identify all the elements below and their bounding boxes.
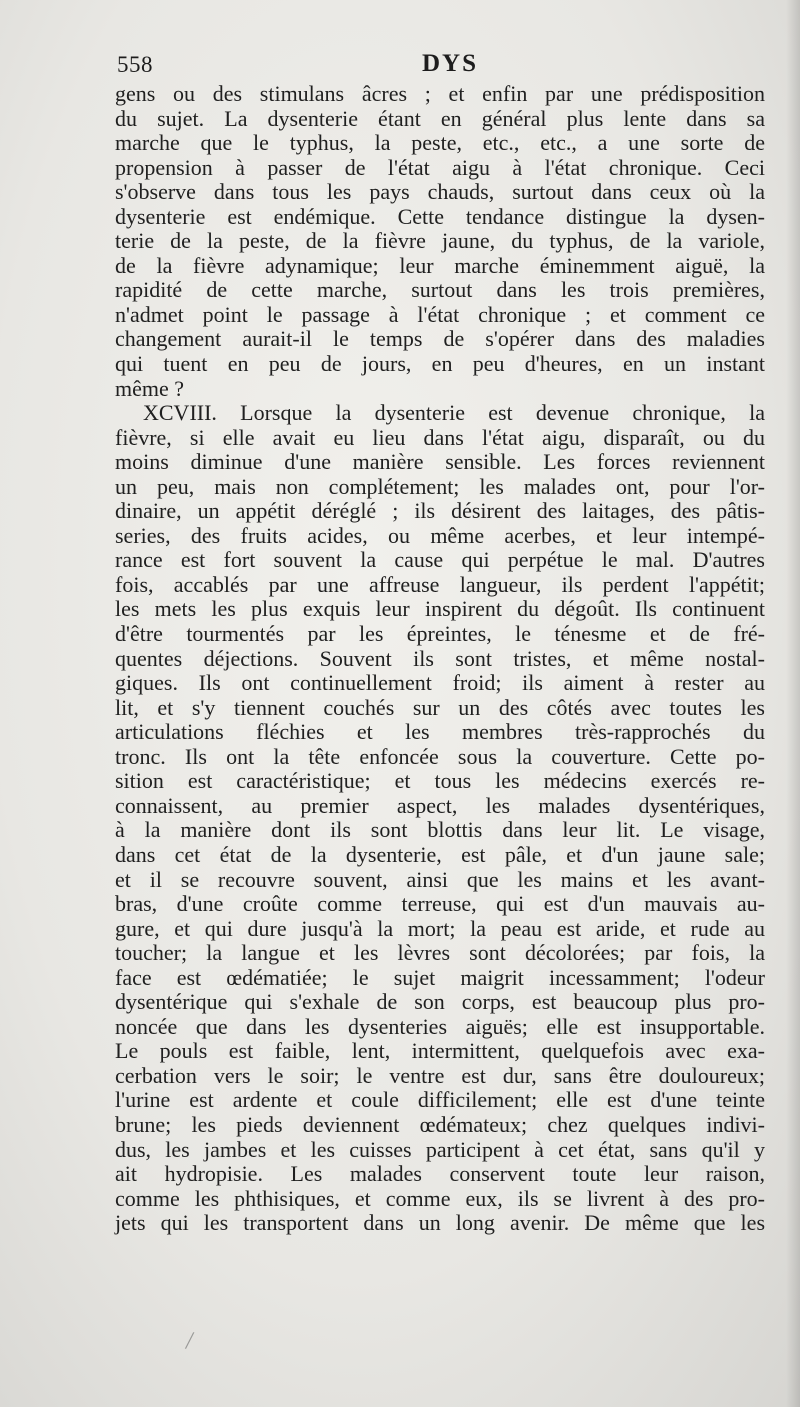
text-line: qui tuent en peu de jours, en peu d'heures, en un instant: [115, 351, 765, 377]
text-line: dysenterie est endémique. Cette tendance distingue la dysen-: [115, 203, 765, 229]
text-line: changement aurait-il le temps de s'opérer dans des maladies: [115, 326, 765, 352]
body-text: [115, 82, 765, 1236]
text-line: marche que le typhus, la peste, etc., etc., a une sorte de: [115, 130, 765, 156]
text-line: moins diminue d'une manière sensible. Les forces reviennent: [115, 449, 765, 475]
text-line: tronc. Ils ont la tête enfoncée sous la couverture. Cette po-: [115, 743, 765, 769]
text-line: terie de la peste, de la fièvre jaune, du typhus, de la variole,: [115, 228, 765, 254]
text-line: de la fièvre adynamique; leur marche éminemment aiguë, la: [115, 252, 765, 278]
text-line: même ?: [115, 375, 185, 401]
text-line: series, des fruits acides, ou même acerbes, et leur intempé-: [115, 522, 765, 548]
text-line: dinaire, un appétit déréglé ; ils désirent des laitages, des pâtis-: [115, 498, 765, 524]
text-line: l'urine est ardente et coule difficilement; elle est d'une teinte: [115, 1087, 765, 1113]
text-line: fièvre, si elle avait eu lieu dans l'état aigu, disparaît, ou du: [115, 424, 765, 450]
text-line: connaissent, au premier aspect, les malades dysentériques,: [115, 792, 765, 818]
text-line: sition est caractéristique; et tous les médecins exercés re-: [115, 768, 765, 794]
text-line: rance est fort souvent la cause qui perpétue le mal. D'autres: [115, 547, 765, 573]
text-line: Le pouls est faible, lent, intermittent, quelquefois avec exa-: [115, 1038, 765, 1064]
text-line: jets qui les transportent dans un long avenir. De même que les: [115, 1210, 765, 1236]
text-line: n'admet point le passage à l'état chronique ; et comment ce: [115, 301, 765, 327]
text-line: dus, les jambes et les cuisses participent à cet état, sans qu'il y: [115, 1136, 765, 1162]
text-line: brune; les pieds deviennent œdémateux; chez quelques indivi-: [115, 1111, 765, 1137]
text-line: les mets les plus exquis leur inspirent du dégoût. Ils continuent: [115, 596, 765, 622]
text-line: noncée que dans les dysenteries aiguës; elle est insupportable.: [115, 1013, 765, 1039]
text-line: gens ou des stimulans âcres ; et enfin par une prédisposition: [115, 81, 765, 106]
text-line: propension à passer de l'état aigu à l'état chronique. Ceci: [115, 154, 765, 180]
text-line: rapidité de cette marche, surtout dans les trois premières,: [115, 277, 765, 303]
section-start-line: XCVIII. Lorsque la dysenterie est devenue chronique, la: [143, 400, 765, 426]
page-edge-shadow: [786, 0, 800, 1407]
text-line: du sujet. La dysenterie étant en général plus lente dans sa: [115, 105, 765, 131]
text-line: fois, accablés par une affreuse langueur, ils perdent l'appétit;: [115, 571, 765, 597]
text-line: bras, d'une croûte comme terreuse, qui est d'un mauvais au-: [115, 891, 765, 917]
page-header: [117, 52, 759, 82]
text-line: comme les phthisiques, et comme eux, ils se livrent à des pro-: [115, 1185, 765, 1211]
text-line: giques. Ils ont continuellement froid; ils aiment à rester au: [115, 670, 765, 696]
page-number: 558: [117, 52, 153, 77]
text-line: cerbation vers le soir; le ventre est dur, sans être douloureux;: [115, 1062, 765, 1088]
text-line: articulations fléchies et les membres très-rapprochés du: [115, 719, 765, 745]
text-line: dysentérique qui s'exhale de son corps, est beaucoup plus pro-: [115, 989, 765, 1015]
text-line: à la manière dont ils sont blottis dans leur lit. Le visage,: [115, 817, 765, 843]
text-line: face est œdématiée; le sujet maigrit incessamment; l'odeur: [115, 964, 765, 990]
text-line: quentes déjections. Souvent ils sont tristes, et même nostal-: [115, 645, 765, 671]
text-line: d'être tourmentés par les épreintes, le ténesme et de fré-: [115, 621, 765, 647]
text-line: un peu, mais non complétement; les malades ont, pour l'or-: [115, 473, 765, 499]
stray-pencil-mark: /: [184, 1325, 196, 1356]
text-line: ait hydropisie. Les malades conservent toute leur raison,: [115, 1161, 765, 1187]
text-line: et il se recouvre souvent, ainsi que les mains et les avant-: [115, 866, 765, 892]
text-line: dans cet état de la dysenterie, est pâle, et d'un jaune sale;: [115, 841, 765, 867]
text-line: gure, et qui dure jusqu'à la mort; la peau est aride, et rude au: [115, 915, 765, 941]
running-head: DYS: [422, 50, 479, 77]
text-line: s'observe dans tous les pays chauds, surtout dans ceux où la: [115, 179, 765, 205]
text-line: lit, et s'y tiennent couchés sur un des côtés avec toutes les: [115, 694, 765, 720]
text-line: toucher; la langue et les lèvres sont décolorées; par fois, la: [115, 940, 765, 966]
